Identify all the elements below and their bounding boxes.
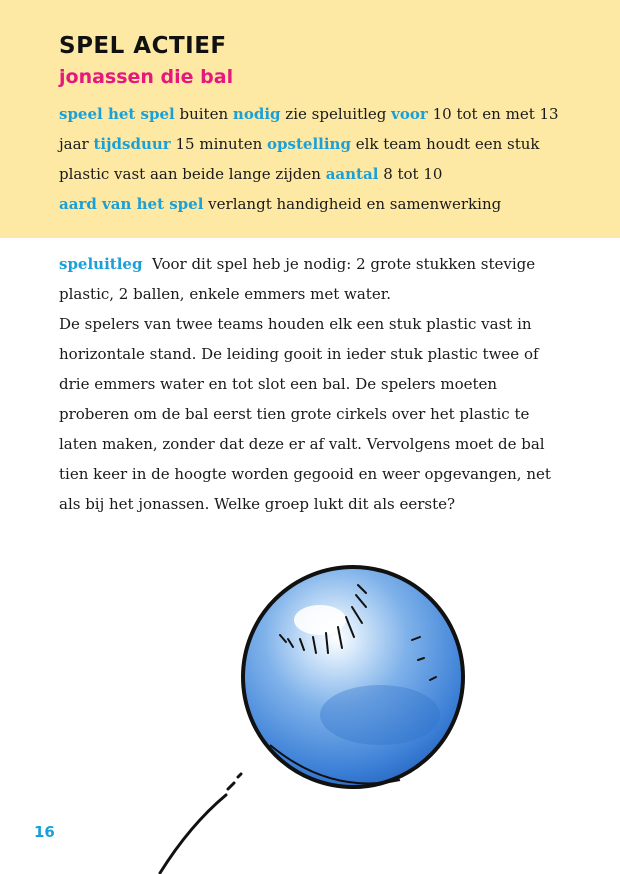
info-value-for: 10 tot en met 13 jaar (59, 105, 559, 153)
info-value-setup: elk team houdt een stuk plastic vast aan beide lange zijden (59, 135, 540, 183)
info-value-needed: zie speluitleg (285, 105, 387, 123)
info-label-setup: opstelling (267, 135, 351, 153)
info-label-for: voor (391, 105, 428, 123)
info-label-play: speel het spel (59, 105, 175, 123)
info-label-count: aantal (325, 165, 379, 183)
game-info (59, 99, 559, 219)
info-label-kind: aard van het spel (59, 195, 204, 213)
info-value-duration: 15 minuten (175, 135, 263, 153)
page-number: 16 (34, 823, 55, 841)
explanation-label: speluitleg (59, 255, 143, 273)
explanation-paragraph (59, 249, 564, 519)
info-value-play: buiten (179, 105, 229, 123)
explanation-text: De spelers van twee teams houden elk een stuk plastic vast in horizontale stand. De leiding gooit in ieder stuk plastic twee of drie emmers water en tot slot een bal. De spelers moeten proberen om de bal eerst tien grote cirkels over het plastic te laten maken, zonder dat deze er af valt. Vervolgens moet de bal tien keer in de hoogte worden gegooid en weer opgevangen, net als bij het jonassen. Welke groep lukt dit als eerste? (59, 315, 551, 513)
info-value-kind: verlangt handigheid en samenwerking (208, 195, 502, 213)
category-heading: SPEL ACTIEF (59, 33, 227, 59)
info-label-duration: tijdsduur (93, 135, 171, 153)
game-title: jonassen die bal (59, 66, 234, 88)
info-value-count: 8 tot 10 (383, 165, 443, 183)
explanation-intro: Voor dit spel heb je nodig: 2 grote stukken stevige plastic, 2 ballen, enkele emmers met water. (59, 255, 536, 303)
info-label-needed: nodig (232, 105, 281, 123)
ball-icon (130, 555, 475, 874)
